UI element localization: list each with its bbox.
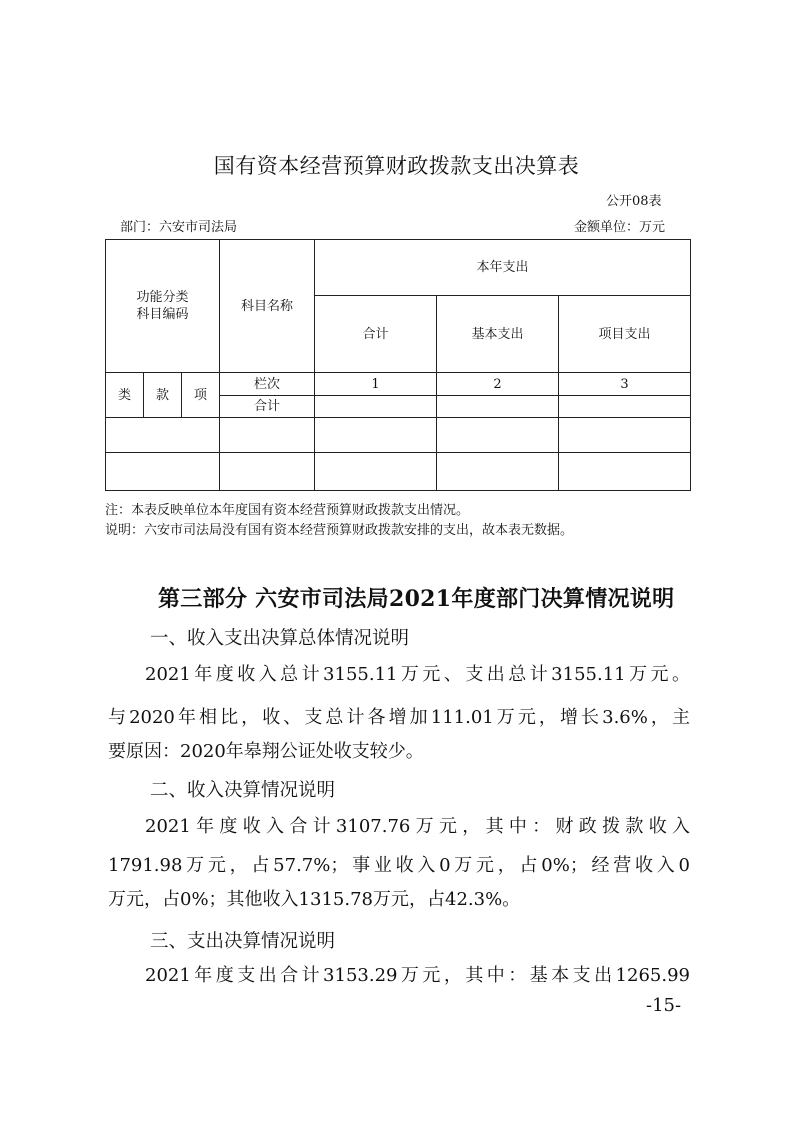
- table-cell: [437, 453, 559, 491]
- section-two-line-2: 1791.98万元，占57.7%；事业收入0万元，占0%；经营收入0: [108, 855, 690, 876]
- table-cell: [437, 396, 559, 418]
- table-cell: [559, 418, 691, 453]
- section-one-line-3: 要原因：2020年皋翔公证处收支较少。: [108, 741, 424, 762]
- table-cell: [559, 453, 691, 491]
- table-title: 国有资本经营预算财政拨款支出决算表: [213, 154, 580, 178]
- section-two-line-3: 万元，占0%；其他收入1315.78万元，占42.3%。: [108, 889, 521, 910]
- xiang-header: 项: [182, 373, 220, 418]
- form-number: 公开08表: [606, 194, 662, 209]
- project-expense-header: 项目支出: [559, 296, 691, 373]
- kuan-header: 款: [144, 373, 182, 418]
- subject-name-header: 科目名称: [220, 240, 315, 373]
- section-two-line-1: 2021年度收入合计3107.76万元，其中：财政拨款收入: [145, 816, 690, 837]
- column-number-2: 2: [437, 373, 559, 396]
- table-note: 注：本表反映单位本年度国有资本经营预算财政拨款支出情况。: [105, 503, 470, 518]
- table-cell: [315, 418, 437, 453]
- table-cell: [315, 396, 437, 418]
- table-row: [106, 453, 691, 491]
- function-class-label: 功能分类: [136, 290, 189, 305]
- section-three-line-1: 2021年度支出合计3153.29万元，其中：基本支出1265.99: [145, 965, 690, 986]
- table-cell: [106, 453, 220, 491]
- lei-header: 类: [106, 373, 144, 418]
- section-two-title: 二、收入决算情况说明: [150, 780, 336, 801]
- year-expense-header: 本年支出: [315, 240, 691, 296]
- table-cell: [559, 396, 691, 418]
- part-three-heading: 第三部分 六安市司法局2021年度部门决算情况说明: [158, 586, 675, 612]
- lanci-label: 栏次: [220, 373, 315, 396]
- section-one-line-1: 2021年度收入总计3155.11万元、支出总计3155.11万元。: [145, 664, 690, 685]
- sum-row-label: 合计: [220, 396, 315, 418]
- section-one-title: 一、收入支出决算总体情况说明: [150, 628, 410, 649]
- section-one-line-2: 与2020年相比，收、支总计各增加111.01万元，增长3.6%，主: [108, 707, 690, 728]
- table-row: [106, 418, 691, 453]
- page-number: -15-: [646, 995, 682, 1016]
- table-cell: [315, 453, 437, 491]
- table-cell: [220, 418, 315, 453]
- table-cell: [106, 418, 220, 453]
- function-class-header: [106, 240, 220, 373]
- department-label: 部门：六安市司法局: [120, 220, 238, 235]
- column-number-3: 3: [559, 373, 691, 396]
- table-cell: [220, 453, 315, 491]
- column-number-1: 1: [315, 373, 437, 396]
- section-three-title: 三、支出决算情况说明: [150, 931, 336, 952]
- expense-table: [105, 239, 691, 491]
- amount-unit-label: 金额单位：万元: [574, 220, 666, 235]
- subject-code-label: 科目编码: [136, 307, 189, 322]
- table-explanation: 说明：六安市司法局没有国有资本经营预算财政拨款安排的支出，故本表无数据。: [105, 523, 574, 538]
- basic-expense-header: 基本支出: [437, 296, 559, 373]
- table-cell: [437, 418, 559, 453]
- total-header: 合计: [315, 296, 437, 373]
